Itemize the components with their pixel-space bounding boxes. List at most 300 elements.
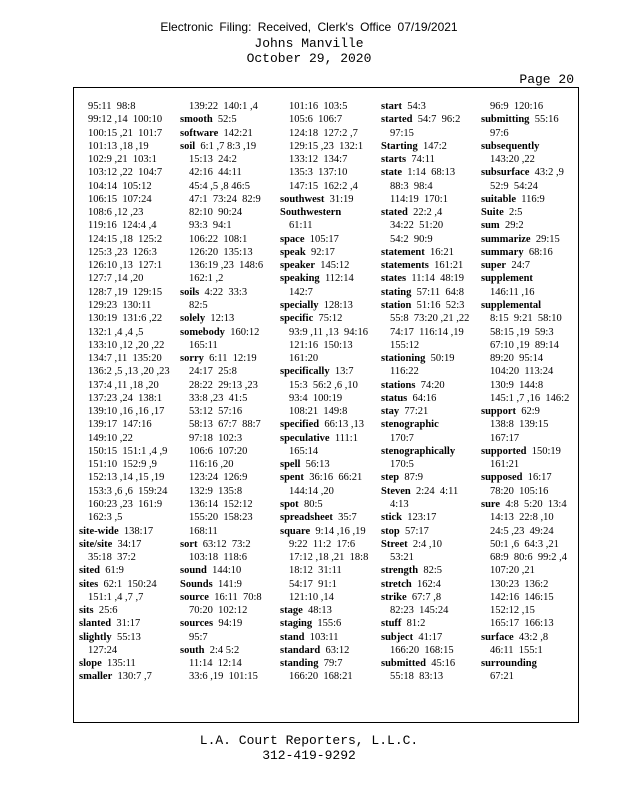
index-references-continued: 128:7 ,19 129:15 [88,286,163,298]
index-references-continued: 18:12 31:11 [289,565,342,577]
index-references: 22:2 ,4 [407,207,443,219]
index-term: step [381,472,400,484]
index-term: soil [180,140,196,152]
index-references-continued: 146:11 ,16 [490,286,535,298]
index-entry [280,657,380,670]
index-column-3 [280,100,380,684]
index-entry [280,617,380,630]
index-entry [481,657,581,670]
index-term: Steven [381,485,411,497]
index-references-continued: 136:2 ,5 ,13 ,20 ,23 [88,366,170,378]
index-term: stationing [381,353,426,365]
index-references-continued: 58:15 ,19 59:3 [490,326,554,338]
index-references-continued: 95:7 [189,631,208,643]
index-entry [381,617,481,630]
index-references-continued: 99:12 ,14 100:10 [88,114,163,126]
index-term: spent [280,472,304,484]
index-term: spot [280,498,299,510]
index-references-continued: 50:1 ,6 64:3 ,21 [490,538,559,550]
index-references-continued: 139:10 ,16 ,16 ,17 [88,406,165,418]
index-references-continued: 127:24 [88,644,118,656]
index-references-continued: 70:20 102:12 [189,605,248,617]
index-references: 45:16 [425,658,456,670]
index-references-continued: 88:3 98:4 [390,180,433,192]
index-references-continued: 166:20 168:15 [390,644,454,656]
index-references-continued: 165:17 166:13 [490,618,554,630]
index-references-continued: 11:14 12:14 [189,658,242,670]
index-references-continued: 130:23 136:2 [490,578,549,590]
index-references: 29:2 [499,220,524,232]
index-references-continued: 45:4 ,5 ,8 46:5 [189,180,250,192]
index-references: 16:17 [522,472,552,484]
index-entry [280,631,380,644]
index-references-continued: 55:18 83:13 [390,671,444,683]
index-term: summarize [481,233,531,245]
index-entry [381,471,481,484]
index-entry [381,140,481,153]
index-references: 64:16 [407,392,437,404]
index-term: surface [481,631,514,643]
index-entry [381,657,481,670]
index-term: sort [180,538,198,550]
index-references-continued: 152:13 ,14 ,15 ,19 [88,472,165,484]
index-term: speculative [280,432,330,444]
index-entry [180,312,280,325]
index-references: 48:13 [302,605,332,617]
index-references-continued: 162:3 ,5 [88,512,123,524]
index-term: software [180,127,219,139]
index-term: sorry [180,353,204,365]
index-references-continued: 93:4 100:19 [289,392,343,404]
index-term: specific [280,313,314,325]
index-references-continued: 17:12 ,18 ,21 18:8 [289,552,369,564]
index-references-continued: 54:17 91:1 [289,578,337,590]
index-term: states [381,273,407,285]
index-term: supposed [481,472,523,484]
index-references: 87:9 [399,472,424,484]
index-term: square [280,525,311,537]
index-references: 130:7 ,7 [112,671,152,683]
index-references-continued: 150:15 151:1 ,4 ,9 [88,445,168,457]
index-references-continued: 170:7 [390,432,414,444]
index-entry [481,233,581,246]
index-entry [381,113,481,126]
index-references: 57:11 64:8 [411,286,465,298]
index-entry [280,206,380,219]
index-entry [180,617,280,630]
index-entry [381,272,481,285]
index-references-continued: 55:8 73:20 ,21 ,22 [390,313,470,325]
index-references-continued: 24:5 ,23 49:24 [490,525,554,537]
index-entry [280,259,380,272]
filing-stamp: Electronic Filing: Received, Clerk's Office 07/19/2021 [160,20,458,34]
index-entry [280,604,380,617]
index-term: start [381,101,402,112]
index-entry [481,405,581,418]
index-references: 31:17 [111,618,141,630]
index-entry [280,246,380,259]
index-references: 105:17 [304,233,339,245]
index-term: supported [481,445,527,457]
index-references: 94:19 [213,618,243,630]
index-references: 147:2 [417,140,447,152]
index-term: standing [280,658,319,670]
index-entry [180,591,280,604]
index-references: 9:14 ,16 ,19 [310,525,366,537]
index-entry [481,471,581,484]
index-entry [481,299,581,312]
index-term: strike [381,591,407,603]
index-references: 13:7 [329,366,354,378]
index-references-continued: 95:11 98:8 [88,101,136,112]
index-references-continued: 24:17 25:8 [189,366,237,378]
index-references: 66:13 ,13 [319,419,364,431]
index-entry [79,578,179,591]
index-term: suitable [481,193,517,205]
index-entry [381,206,481,219]
index-entry [481,246,581,259]
index-references-continued: 166:20 168:21 [289,671,353,683]
index-entry [79,617,179,630]
index-term: started [381,114,413,126]
index-references: 6:11 12:19 [203,353,257,365]
index-references: 128:13 [318,299,353,311]
index-entry [280,312,380,325]
index-entry [280,418,380,431]
index-entry [180,564,280,577]
index-references-continued: 142:16 146:15 [490,591,554,603]
index-term: site-wide [79,525,119,537]
deposition-date: October 29, 2020 [246,51,372,66]
index-entry [180,326,280,339]
index-references: 11:14 48:19 [406,273,465,285]
index-term: somebody [180,326,225,338]
index-term: supplemental [481,299,542,311]
index-term: stations [381,379,416,391]
index-entry [180,113,280,126]
index-references-continued: 58:13 67:7 88:7 [189,419,261,431]
index-references: 82:5 [418,565,443,577]
index-references-continued: 114:19 170:1 [390,193,448,205]
index-entry [180,644,280,657]
index-references: 150:19 [526,445,561,457]
index-references-continued: 100:15 ,21 101:7 [88,127,163,139]
index-term: smooth [180,114,213,126]
index-entry [381,485,481,498]
index-references-continued: 89:20 95:14 [490,353,544,365]
index-references-continued: 104:20 113:24 [490,366,554,378]
index-references-continued: 151:1 ,4 ,7 ,7 [88,591,144,603]
index-entry [180,286,280,299]
index-entry [381,299,481,312]
index-references-continued: 170:5 [390,459,414,471]
index-term: submitting [481,114,530,126]
index-references: 29:15 [530,233,560,245]
index-references-continued: 124:15 ,18 125:2 [88,233,163,245]
index-references-continued: 116:22 [390,366,419,378]
index-term: stretch [381,578,412,590]
index-references-continued: 161:20 [289,353,319,365]
index-references-continued: 67:10 ,19 89:14 [490,339,559,351]
index-references-continued: 145:1 ,7 ,16 146:2 [490,392,570,404]
index-references: 35:7 [332,512,357,524]
index-entry [280,644,380,657]
index-references-continued: 137:4 ,11 ,18 ,20 [88,379,159,391]
index-references-continued: 124:18 127:2 ,7 [289,127,358,139]
index-references-continued: 132:9 135:8 [189,485,243,497]
index-references: 55:13 [111,631,141,643]
index-references-continued: 33:6 ,19 101:15 [189,671,258,683]
index-references-continued: 78:20 105:16 [490,485,549,497]
index-term: subsequently [481,140,540,152]
court-reporter-name: L.A. Court Reporters, L.L.C. [199,733,419,748]
index-entry [381,379,481,392]
index-term: Suite [481,207,504,219]
index-references: 61:9 [100,565,124,577]
index-references-continued: 82:10 90:24 [189,207,243,219]
index-references-continued: 143:20 ,22 [490,154,535,166]
index-references: 34:17 [112,538,142,550]
index-references-continued: 8:15 9:21 58:10 [490,313,562,325]
index-entry [481,445,581,458]
index-references-continued: 104:14 105:12 [88,180,152,192]
index-references-continued: 97:15 [390,127,414,139]
index-references: 55:16 [529,114,559,126]
index-entry [381,511,481,524]
index-term: stenographic [381,419,439,431]
index-references-continued: 125:3 ,23 126:3 [88,246,157,258]
index-references: 56:13 [300,459,330,471]
index-term: specified [280,419,320,431]
index-references-continued: 116:16 ,20 [189,459,234,471]
index-references-continued: 119:16 124:4 ,4 [88,220,157,232]
index-references-continued: 129:15 ,23 132:1 [289,140,364,152]
index-references: 141:9 [212,578,242,590]
index-references-continued: 93:3 94:1 [189,220,232,232]
index-entry [481,166,581,179]
index-term: southwest [280,193,325,205]
index-references-continued: 127:7 ,14 ,20 [88,273,144,285]
index-term: standard [280,644,321,656]
index-references-continued: 101:13 ,18 ,19 [88,140,149,152]
index-references: 16:11 70:8 [208,591,262,603]
index-references-continued: 15:13 24:2 [189,154,237,166]
index-references: 2:5 [503,207,523,219]
index-entry [280,193,380,206]
index-references-continued: 160:23 ,23 161:9 [88,498,163,510]
index-references: 68:16 [523,246,553,258]
index-entry [381,631,481,644]
index-references: 31:19 [324,193,354,205]
index-references-continued: 46:11 155:1 [490,644,543,656]
index-references: 41:17 [413,631,443,643]
index-references-continued: 165:14 [289,445,319,457]
index-entry [79,631,179,644]
index-entry [381,538,481,551]
index-references-continued: 9:22 11:2 17:6 [289,538,356,550]
index-references-continued: 153:3 ,6 ,6 159:24 [88,485,168,497]
index-references-continued: 93:9 ,11 ,13 94:16 [289,326,368,338]
index-term: space [280,233,305,245]
index-references-continued: 42:16 44:11 [189,167,242,179]
index-term: staging [280,618,313,630]
index-references: 138:17 [118,525,154,537]
index-entry [79,657,179,670]
index-references-continued: 35:18 37:2 [88,552,136,564]
index-references: 80:5 [298,498,323,510]
index-term: stage [280,605,303,617]
index-term: support [481,406,517,418]
index-references-continued: 142:7 [289,286,313,298]
index-references: 52:5 [212,114,237,126]
index-term: sited [79,565,100,577]
index-references-continued: 152:12 ,15 [490,605,535,617]
index-references-continued: 133:12 134:7 [289,154,348,166]
index-entry [79,538,179,551]
index-references: 142:21 [218,127,253,139]
index-references-continued: 68:9 80:6 99:2 ,4 [490,552,568,564]
index-references-continued: 14:13 22:8 ,10 [490,512,554,524]
index-term: statements [381,260,429,272]
index-term: supplement [481,273,533,285]
index-references: 16:21 [424,246,454,258]
index-references: 112:14 [319,273,354,285]
index-term: Street [381,538,408,550]
index-references: 43:2 ,8 [513,631,549,643]
index-references-continued: 4:13 [390,498,409,510]
index-entry [381,445,481,458]
index-term: stuff [381,618,402,630]
index-references: 50:19 [425,353,455,365]
index-term: subject [381,631,414,643]
word-index-box [73,87,579,723]
index-references-continued: 155:12 [390,339,420,351]
index-references-continued: 103:18 118:6 [189,552,247,564]
index-term: specially [280,299,319,311]
index-references: 75:12 [313,313,343,325]
index-references: 77:21 [399,406,429,418]
index-references-continued: 52:9 54:24 [490,180,538,192]
index-references: 2:4 ,10 [407,538,443,550]
index-references: 79:7 [318,658,343,670]
index-entry [180,140,280,153]
index-references: 54:3 [402,101,426,112]
index-term: spreadsheet [280,512,333,524]
index-references-continued: 155:20 158:23 [189,512,253,524]
index-references-continued: 54:2 90:9 [390,233,433,245]
index-entry [481,259,581,272]
index-references: 162:4 [411,578,441,590]
index-references: 92:17 [305,246,335,258]
index-references-continued: 34:22 51:20 [390,220,444,232]
index-entry [381,405,481,418]
index-term: slope [79,658,102,670]
index-references: 12:13 [205,313,235,325]
index-entry [481,219,581,232]
index-term: source [180,591,209,603]
index-references-continued: 135:3 137:10 [289,167,348,179]
index-references-continued: 67:21 [490,671,514,683]
index-references-continued: 103:12 ,22 104:7 [88,167,163,179]
index-references-continued: 162:1 ,2 [189,273,224,285]
index-references: 81:2 [401,618,426,630]
index-term: slightly [79,631,112,643]
index-references: 103:11 [304,631,339,643]
index-entry [381,418,481,431]
index-references: 24:7 [506,260,531,272]
index-references: 111:1 [329,432,358,444]
index-entry [381,259,481,272]
index-references: 160:12 [224,326,260,338]
index-references-continued: 82:23 145:24 [390,605,449,617]
index-references-continued: 53:12 57:16 [189,406,243,418]
index-references: 1:14 68:13 [402,167,456,179]
index-references: 51:16 52:3 [411,299,465,311]
index-term: speak [280,246,306,258]
index-references-continued: 108:21 149:8 [289,406,348,418]
index-references-continued: 33:8 ,23 41:5 [189,392,248,404]
index-references: 62:9 [516,406,540,418]
index-term: spell [280,459,301,471]
index-term: stop [381,525,400,537]
index-column-4 [381,100,481,684]
index-references-continued: 102:9 ,21 103:1 [88,154,157,166]
index-references: 4:8 5:20 13:4 [500,498,567,510]
index-references-continued: 167:17 [490,432,520,444]
index-references-continued: 139:17 147:16 [88,419,152,431]
index-references-continued: 74:17 116:14 ,19 [390,326,464,338]
index-entry [381,100,481,113]
index-entry [280,511,380,524]
index-term: sound [180,565,207,577]
index-references: 67:7 ,8 [406,591,442,603]
index-term: strength [381,565,419,577]
index-references-continued: 47:1 73:24 82:9 [189,193,261,205]
index-references-continued: 97:18 102:3 [189,432,243,444]
index-entry [481,631,581,644]
index-references-continued: 133:10 ,12 ,20 ,22 [88,339,165,351]
index-term: south [180,644,205,656]
index-term: stating [381,286,412,298]
index-term: smaller [79,671,113,683]
index-references: 62:1 150:24 [98,578,157,590]
index-references: 63:12 [320,644,350,656]
index-references-continued: 97:6 [490,127,509,139]
index-term: surrounding [481,658,537,670]
index-references-continued: 123:24 126:9 [189,472,248,484]
index-references: 144:10 [206,565,242,577]
index-entry [180,578,280,591]
index-entry [280,432,380,445]
index-references: 54:7 96:2 [412,114,461,126]
index-references: 25:6 [93,605,118,617]
index-entry [180,127,280,140]
index-entry [280,233,380,246]
index-references-continued: 106:22 108:1 [189,233,248,245]
index-term: speaking [280,273,320,285]
index-references: 36:16 66:21 [303,472,363,484]
page-number: Page 20 [519,72,574,87]
index-references: 4:22 33:3 [199,286,248,298]
index-references-continued: 106:6 107:20 [189,445,248,457]
index-entry [381,578,481,591]
index-entry [381,525,481,538]
index-term: station [381,299,412,311]
index-entry [481,113,581,126]
index-term: subsurface [481,167,530,179]
index-references: 155:6 [312,618,342,630]
index-references: 116:9 [516,193,545,205]
